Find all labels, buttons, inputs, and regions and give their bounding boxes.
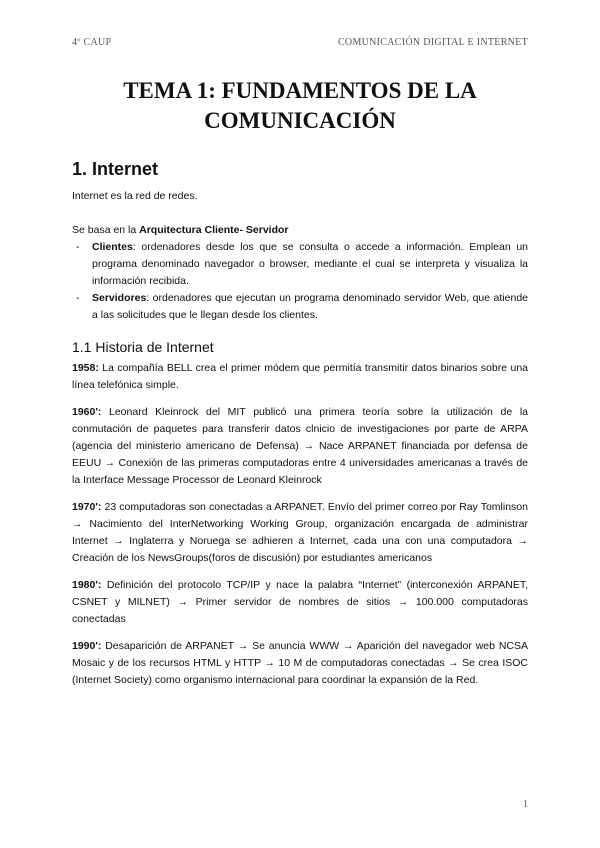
page-number: 1	[523, 799, 528, 810]
intro-paragraph: Internet es la red de redes.	[72, 190, 198, 202]
term-servidores: Servidores	[92, 292, 147, 304]
text-1960: Leonard Kleinrock del MIT publicó una primera teoría sobre la utilización de la conmutación de paquetes para transferir datos clnicio de investigaciones por parte de ARPA (agencia del ministerio americano de Defensa) → Nace ARPANET financiada por defensa de EEUU → Conexión de las primeras computadoras entre 4 universidades americanas a través de la Interface Message Processor de Leonard Kleinrock	[72, 406, 528, 486]
term-clientes: Clientes	[92, 241, 133, 253]
year-1960: 1960':	[72, 406, 102, 418]
history-entry-1990	[72, 638, 528, 689]
history-entry-1970	[72, 499, 528, 567]
history-entry-1980	[72, 577, 528, 628]
history-entry-1960	[72, 404, 528, 489]
list-item-servidores	[72, 290, 528, 324]
list-item-clientes	[72, 239, 528, 290]
page-header	[72, 37, 528, 48]
text-1980: Definición del protocolo TCP/IP y nace la palabra “Internet” (interconexión ARPANET, CSNET y MILNET) → Primer servidor de nombres de sitios → 100.000 computadoras conectadas	[72, 579, 528, 625]
year-1958: 1958:	[72, 362, 99, 374]
desc-clientes: : ordenadores desde los que se consulta o accede a información. Emplean un programa denominado navegador o browser, mediante el cual se interpreta y visualiza la información recibida.	[92, 241, 528, 287]
text-1958: La compañía BELL crea el primer módem que permitía transmitir datos binarios sobre una línea telefónica simple.	[72, 362, 528, 391]
section-heading-historia: 1.1 Historia de Internet	[72, 339, 214, 355]
section-heading-internet: 1. Internet	[72, 159, 159, 179]
title-line-1: TEMA 1: FUNDAMENTOS DE LA	[123, 78, 477, 103]
architecture-list	[72, 239, 528, 324]
history-entry-1958	[72, 360, 528, 394]
desc-servidores: : ordenadores que ejecutan un programa denominado servidor Web, que atiende a las solicitudes que le llegan desde los clientes.	[92, 292, 528, 321]
text-1970: 23 computadoras son conectadas a ARPANET. Envío del primer correo por Ray Tomlinson → Nacimiento del InterNetworking Working Group, organización encargada de administrar Internet → Inglaterra y Noruega se adhieren a Internet, cada una con una computadora → Creación de los NewsGroups(foros de discusión) por estudiantes americanos	[72, 501, 528, 564]
year-1980: 1980':	[72, 579, 102, 591]
year-1990: 1990':	[72, 640, 102, 652]
header-right: COMUNICACIÓN DIGITAL E INTERNET	[337, 37, 528, 48]
document-body	[72, 158, 528, 699]
document-title	[60, 76, 540, 136]
title-line-2: COMUNICACIÓN	[204, 108, 396, 133]
architecture-paragraph	[72, 222, 528, 239]
architecture-prefix: Se basa en la	[72, 224, 140, 236]
year-1970: 1970':	[72, 501, 102, 513]
architecture-term: Arquitectura Cliente- Servidor	[139, 224, 289, 236]
text-1990: Desaparición de ARPANET → Se anuncia WWW → Aparición del navegador web NCSA Mosaic y de los recursos HTML y HTTP → 10 M de computadoras conectadas → Se crea ISOC (Internet Society) como organismo internacional para coordinar la expansión de la Red.	[72, 640, 528, 686]
header-left: 4º CAUP	[72, 37, 112, 48]
